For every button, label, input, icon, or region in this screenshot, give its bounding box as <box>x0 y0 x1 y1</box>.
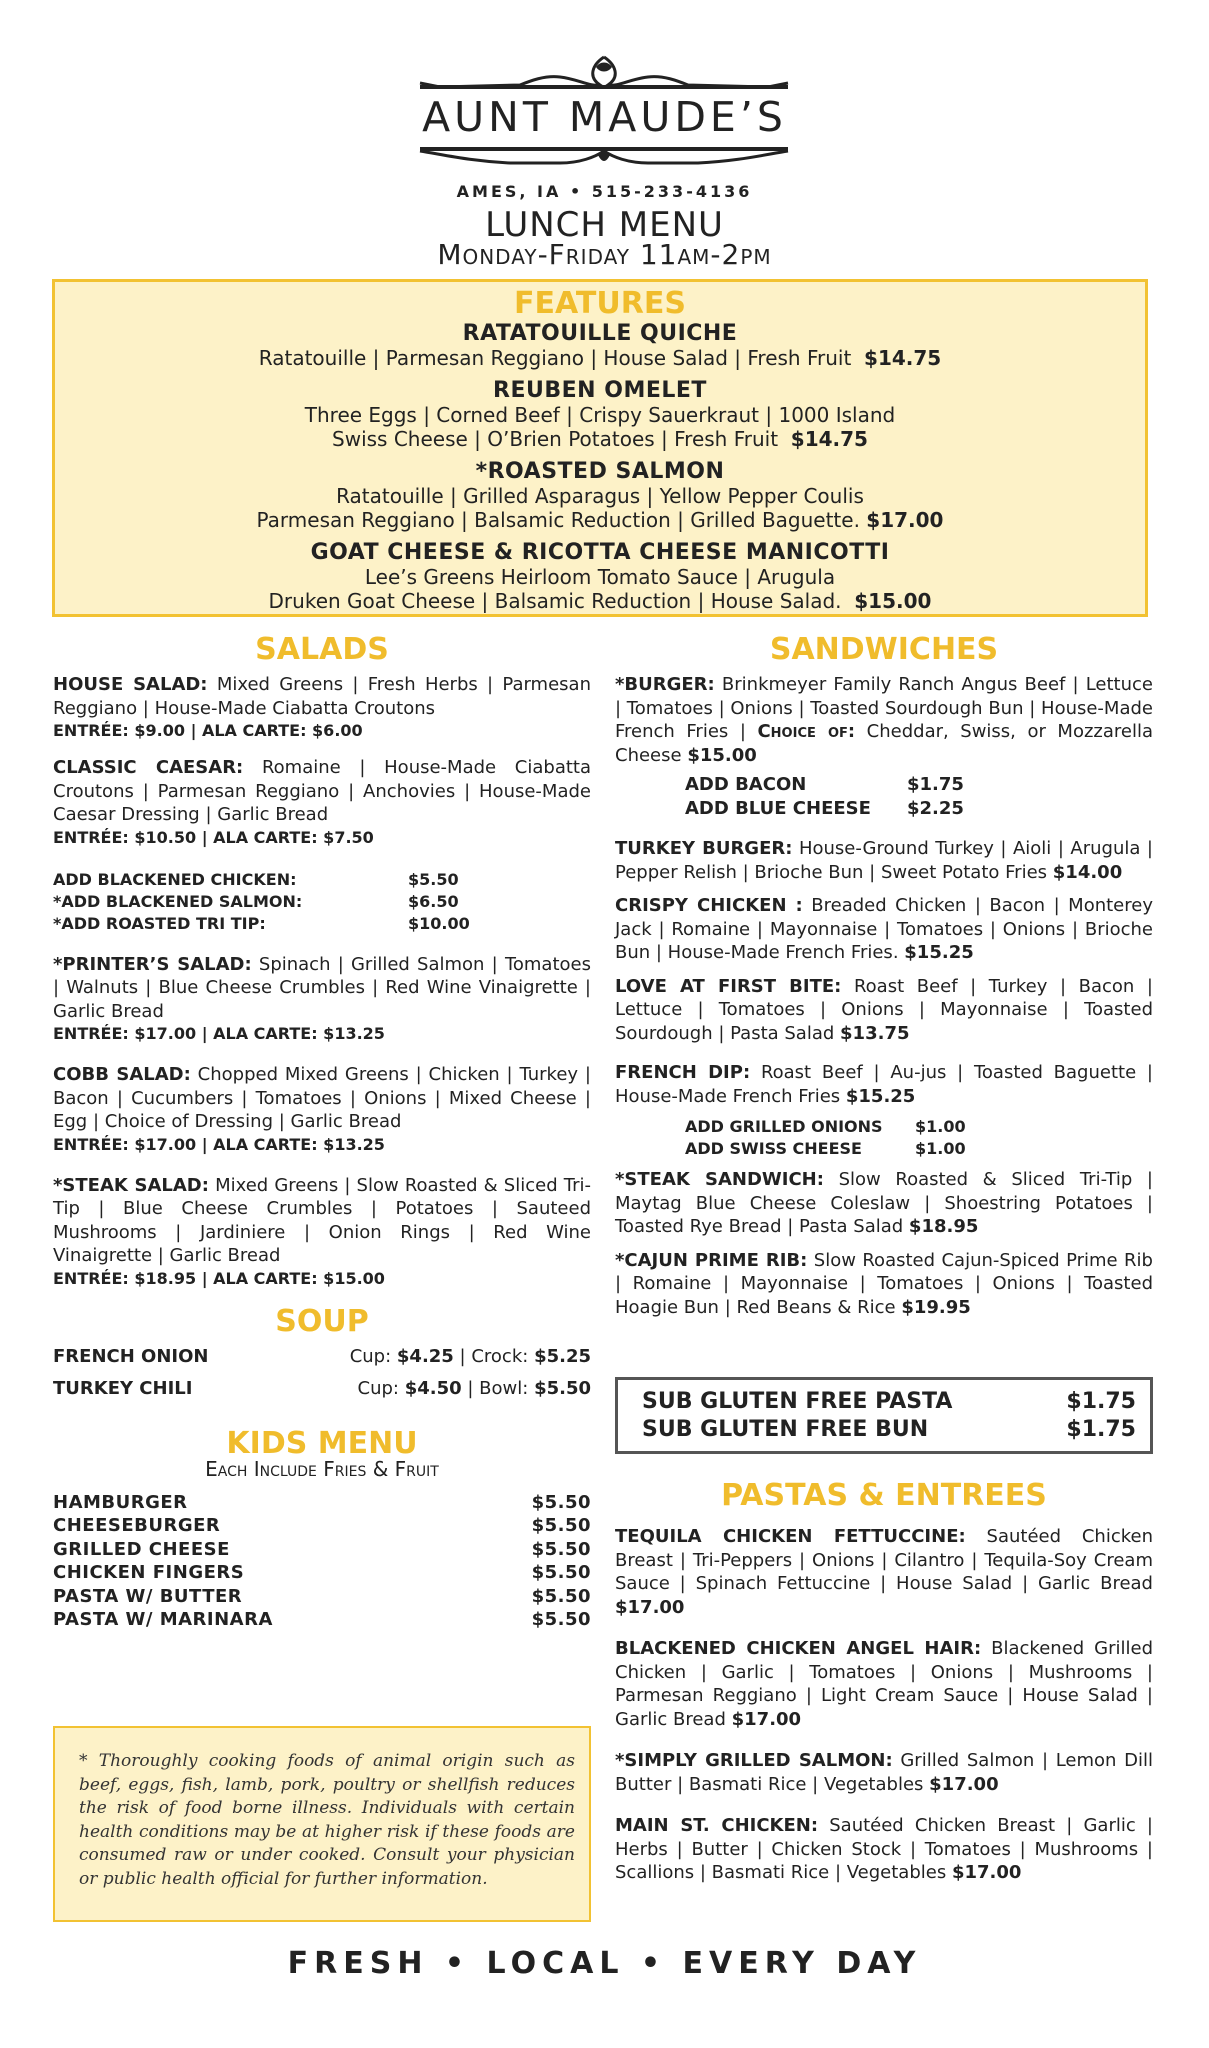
feature-desc-line: Ratatouille | Parmesan Reggiano | House Salad | Fresh Fruit <box>258 346 852 370</box>
feature-price: $14.75 <box>790 427 868 451</box>
sandwich-item <box>615 894 1153 965</box>
item-price-line: ENTRÉE: $18.95 | ALA CARTE: $15.00 <box>53 1268 385 1288</box>
addon-label: *ADD BLACKENED SALMON: <box>53 891 303 911</box>
item-name: *CAJUN PRIME RIB: <box>615 1249 808 1271</box>
gf-label: SUB GLUTEN FREE PASTA <box>642 1389 953 1414</box>
kids-item-price: $5.50 <box>531 1562 591 1583</box>
kids-item-price: $5.50 <box>531 1538 591 1560</box>
gf-price: $1.75 <box>1066 1417 1136 1442</box>
sandwich-item <box>615 1249 1153 1320</box>
contact-line: AMES, IA • 515-233-4136 <box>456 182 753 201</box>
item-price: $17.00 <box>615 1596 685 1618</box>
item-name: *STEAK SALAD: <box>53 1174 209 1196</box>
item-name: *SIMPLY GRILLED SALMON: <box>615 1750 893 1771</box>
feature-desc-line: Parmesan Reggiano | Balsamic Reduction | Grilled Baguette. <box>256 508 860 532</box>
feature-price: $17.00 <box>866 508 944 532</box>
features-box <box>52 279 1148 617</box>
soup-size: Cup: <box>349 1345 392 1367</box>
soup-price: $5.50 <box>534 1377 591 1399</box>
feature-desc-line: Three Eggs | Corned Beef | Crispy Sauerkraut | 1000 Island <box>304 403 896 427</box>
gf-price: $1.75 <box>1066 1389 1136 1414</box>
menu-hours: Monday-Friday 11am-2pm <box>437 238 772 271</box>
feature-name: RATATOUILLE QUICHE <box>462 321 738 346</box>
addon-row <box>53 891 591 913</box>
kids-item-price: $5.50 <box>531 1515 591 1536</box>
features-title: FEATURES <box>514 286 686 321</box>
item-name: CLASSIC CAESAR: <box>53 757 244 778</box>
addon-price: $2.25 <box>907 798 964 819</box>
item-desc: Mixed Greens | Fresh Herbs | Parmesan Reggiano | House-Made Ciabatta Croutons <box>53 674 591 719</box>
addon-row <box>685 1138 1153 1160</box>
soup-price: $5.25 <box>534 1345 591 1367</box>
kids-item-price: $5.50 <box>531 1585 591 1607</box>
kids-item-name: CHICKEN FINGERS <box>53 1562 245 1583</box>
feature-item <box>55 378 1145 451</box>
addon-label: ADD SWISS CHEESE <box>685 1139 862 1158</box>
footer-tagline: FRESH • LOCAL • EVERY DAY <box>287 1946 922 1981</box>
restaurant-name: AUNT MAUDE’S <box>422 93 787 141</box>
soup-row: TURKEY CHILI Cup: $4.50 | Bowl: $5.50 <box>53 1373 591 1405</box>
right-column <box>615 632 1153 1319</box>
sandwich-item <box>615 673 1153 767</box>
soup-price: $4.50 <box>404 1377 462 1399</box>
item-desc: Mixed Greens | Slow Roasted & Sliced Tri-Tip | Blue Cheese Crumbles | Potatoes | Sauteed Mushrooms | Jardiniere | Onion Rings | Red Wine Vinaigrette | Garlic Bread <box>53 1174 591 1266</box>
pasta-item <box>615 1814 1153 1885</box>
item-name: MAIN ST. CHICKEN: <box>615 1815 819 1836</box>
item-name: *STEAK SANDWICH: <box>615 1169 824 1190</box>
item-price: $17.00 <box>951 1862 1022 1883</box>
sandwich-item <box>615 837 1153 884</box>
kids-item-name: PASTA W/ BUTTER <box>53 1585 243 1607</box>
item-price: $15.25 <box>904 942 974 963</box>
salad-addons <box>53 869 591 935</box>
gluten-free-row <box>642 1388 1136 1416</box>
item-name: TEQUILA CHICKEN FETTUCCINE: <box>615 1526 966 1547</box>
food-safety-disclaimer: * Thoroughly cooking foods of animal origin such as beef, eggs, fish, lamb, pork, poultry or shellfish reduces the risk of food borne illness. Individuals with certain health conditions may be at higher risk if these foods are consumed raw or under cooked. Consult your physician or public health official for further information. <box>53 1726 591 1922</box>
pasta-item <box>615 1637 1153 1731</box>
pastas-title: PASTAS & ENTREES <box>721 1478 1047 1513</box>
gluten-free-box <box>615 1377 1153 1454</box>
kids-row <box>53 1491 591 1515</box>
item-price-line: ENTRÉE: $17.00 | ALA CARTE: $13.25 <box>53 1134 385 1154</box>
salad-item <box>53 1174 591 1290</box>
pasta-item <box>615 1525 1153 1619</box>
sandwich-item <box>615 1168 1153 1239</box>
feature-item <box>55 459 1145 532</box>
feature-desc-line: Swiss Cheese | O’Brien Potatoes | Fresh Fruit <box>332 427 779 451</box>
soup-size: Cup: <box>357 1377 399 1399</box>
kids-row <box>53 1608 591 1632</box>
item-name: COBB SALAD: <box>53 1064 191 1085</box>
kids-subtitle: Each Include Fries & Fruit <box>205 1456 439 1481</box>
item-desc: Romaine | House-Made Ciabatta Croutons | Parmesan Reggiano | Anchovies | House-Made Caesar Dressing | Garlic Bread <box>53 757 591 825</box>
salad-item <box>53 673 591 742</box>
kids-item-price: $5.50 <box>531 1609 591 1630</box>
kids-title: KIDS MENU <box>226 1425 418 1461</box>
gluten-free-row <box>642 1416 1136 1444</box>
salad-item <box>53 756 591 849</box>
soup-size: Bowl: <box>479 1377 529 1399</box>
salad-item <box>53 953 591 1046</box>
item-desc: Sautéed Chicken Breast | Garlic | Herbs | Butter | Chicken Stock | Tomatoes | Mushrooms | Scallions | Basmati Rice | Vegetables <box>615 1815 1153 1883</box>
soup-name: FRENCH ONION <box>53 1345 209 1367</box>
kids-item-name: HAMBURGER <box>53 1491 188 1513</box>
kids-row <box>53 1538 591 1562</box>
item-name: HOUSE SALAD: <box>53 674 208 695</box>
gf-label: SUB GLUTEN FREE BUN <box>642 1417 929 1442</box>
item-name: BLACKENED CHICKEN ANGEL HAIR: <box>615 1638 982 1659</box>
item-price: $14.00 <box>1052 861 1123 883</box>
sandwich-item <box>615 975 1153 1046</box>
kids-row <box>53 1585 591 1609</box>
addon-row <box>53 869 591 891</box>
burger-addons <box>685 773 1153 821</box>
item-name: LOVE AT FIRST BITE: <box>615 975 842 997</box>
sandwich-item <box>615 1061 1153 1108</box>
soup-size: Crock: <box>471 1345 529 1367</box>
item-name: CRISPY CHICKEN : <box>615 895 803 916</box>
item-name: TURKEY BURGER: <box>615 838 793 859</box>
kids-item-name: PASTA W/ MARINARA <box>53 1609 273 1630</box>
addon-row <box>685 797 1153 821</box>
feature-desc-line: Ratatouille | Grilled Asparagus | Yellow Pepper Coulis <box>336 484 864 508</box>
kids-row <box>53 1514 591 1538</box>
salad-item <box>53 1063 591 1156</box>
item-desc: House-Ground Turkey | Aioli | Arugula | Pepper Relish | Brioche Bun | Sweet Potato Fries <box>615 838 1153 883</box>
kids-row <box>53 1561 591 1585</box>
kids-item-name: CHEESEBURGER <box>53 1515 221 1536</box>
feature-item <box>55 321 1145 370</box>
item-name: *PRINTER’S SALAD: <box>53 953 252 975</box>
item-desc: Chopped Mixed Greens | Chicken | Turkey | Bacon | Cucumbers | Tomatoes | Onions | Mixed Cheese | Egg | Choice of Dressing | Garlic Bread <box>53 1064 591 1132</box>
menu-title: LUNCH MENU <box>485 205 724 245</box>
item-price: $17.00 <box>731 1708 802 1730</box>
item-desc: Grilled Salmon | Lemon Dill Butter | Basmati Rice | Vegetables <box>615 1750 1153 1795</box>
pastas-section <box>615 1478 1153 1885</box>
item-desc: Slow Roasted & Sliced Tri-Tip | Maytag Blue Cheese Coleslaw | Shoestring Potatoes | Toasted Rye Bread | Pasta Salad <box>615 1169 1153 1237</box>
salads-title: SALADS <box>255 632 389 667</box>
sandwiches-title: SANDWICHES <box>769 632 999 667</box>
feature-price: $14.75 <box>864 346 942 370</box>
dip-addons <box>685 1116 1153 1160</box>
soup-row: FRENCH ONION Cup: $4.25 | Crock: $5.25 <box>53 1341 591 1373</box>
addon-row <box>685 773 1153 797</box>
addon-row <box>53 913 591 935</box>
item-price: $19.95 <box>901 1296 971 1318</box>
item-price: $17.00 <box>929 1773 999 1795</box>
kids-item-price: $5.50 <box>531 1491 591 1513</box>
left-column <box>53 632 591 1632</box>
item-name: FRENCH DIP: <box>615 1062 751 1083</box>
item-price: $15.00 <box>687 744 757 766</box>
addon-label: *ADD ROASTED TRI TIP: <box>53 913 266 933</box>
feature-desc-line: Druken Goat Cheese | Balsamic Reduction | House Salad. <box>268 589 842 613</box>
choice-label: Choice of: <box>757 721 856 742</box>
item-desc: Slow Roasted Cajun-Spiced Prime Rib | Romaine | Mayonnaise | Tomatoes | Onions | Toasted Hoagie Bun | Red Beans & Rice <box>615 1249 1153 1318</box>
feature-name: REUBEN OMELET <box>493 378 707 403</box>
addon-price: $1.00 <box>915 1139 966 1158</box>
item-desc: Blackened Grilled Chicken | Garlic | Tomatoes | Onions | Mushrooms | Parmesan Reggiano | Light Cream Sauce | House Salad | Garlic Bread <box>615 1638 1153 1730</box>
feature-name: GOAT CHEESE & RICOTTA CHEESE MANICOTTI <box>310 540 890 565</box>
addon-label: ADD GRILLED ONIONS <box>685 1117 883 1136</box>
pasta-item <box>615 1749 1153 1796</box>
item-desc: Breaded Chicken | Bacon | Monterey Jack | Romaine | Mayonnaise | Tomatoes | Onions | Brioche Bun | House-Made French Fries. <box>615 895 1153 963</box>
item-desc: Spinach | Grilled Salmon | Tomatoes | Walnuts | Blue Cheese Crumbles | Red Wine Vinaigrette | Garlic Bread <box>53 953 591 1022</box>
soup-list <box>53 1341 591 1405</box>
item-price-line: ENTRÉE: $10.50 | ALA CARTE: $7.50 <box>53 827 374 847</box>
item-choice: Cheddar, Swiss, or Mozzarella Cheese <box>615 721 1154 766</box>
item-desc: Sautéed Chicken Breast | Tri-Peppers | Onions | Cilantro | Tequila-Soy Cream Sauce | Spinach Fettuccine | House Salad | Garlic Bread <box>615 1526 1153 1594</box>
addon-price: $1.75 <box>907 774 964 795</box>
addon-price: $5.50 <box>408 869 459 889</box>
restaurant-logo <box>0 55 1209 175</box>
addon-price: $1.00 <box>915 1117 966 1136</box>
feature-item <box>55 540 1145 613</box>
feature-name: *ROASTED SALMON <box>475 459 725 484</box>
soup-title: SOUP <box>275 1303 369 1339</box>
kids-item-name: GRILLED CHEESE <box>53 1538 230 1560</box>
addon-price: $10.00 <box>408 913 470 933</box>
item-price: $13.75 <box>840 1022 910 1044</box>
addon-label: ADD BLUE CHEESE <box>685 798 871 819</box>
addon-row <box>685 1116 1153 1138</box>
addon-price: $6.50 <box>408 891 459 911</box>
item-desc: Brinkmeyer Family Ranch Angus Beef | Lettuce | Tomatoes | Onions | Toasted Sourdough Bun | House-Made French Fries | <box>615 674 1153 742</box>
item-price: $15.25 <box>845 1085 916 1107</box>
item-price: $18.95 <box>908 1216 979 1237</box>
addon-label: ADD BLACKENED CHICKEN: <box>53 869 297 889</box>
item-price-line: ENTRÉE: $9.00 | ALA CARTE: $6.00 <box>53 721 363 740</box>
item-price-line: ENTRÉE: $17.00 | ALA CARTE: $13.25 <box>53 1024 385 1043</box>
soup-price: $4.25 <box>396 1345 454 1367</box>
item-name: *BURGER: <box>615 674 715 695</box>
addon-label: ADD BACON <box>685 774 807 795</box>
soup-name: TURKEY CHILI <box>53 1377 193 1399</box>
feature-price: $15.00 <box>854 589 932 613</box>
kids-list <box>53 1491 591 1632</box>
feature-desc-line: Lee’s Greens Heirloom Tomato Sauce | Arugula <box>364 565 836 589</box>
item-desc: Roast Beef | Au-jus | Toasted Baguette | House-Made French Fries <box>615 1062 1153 1107</box>
item-desc: Roast Beef | Turkey | Bacon | Lettuce | Tomatoes | Onions | Mayonnaise | Toasted Sourdough | Pasta Salad <box>615 975 1153 1044</box>
